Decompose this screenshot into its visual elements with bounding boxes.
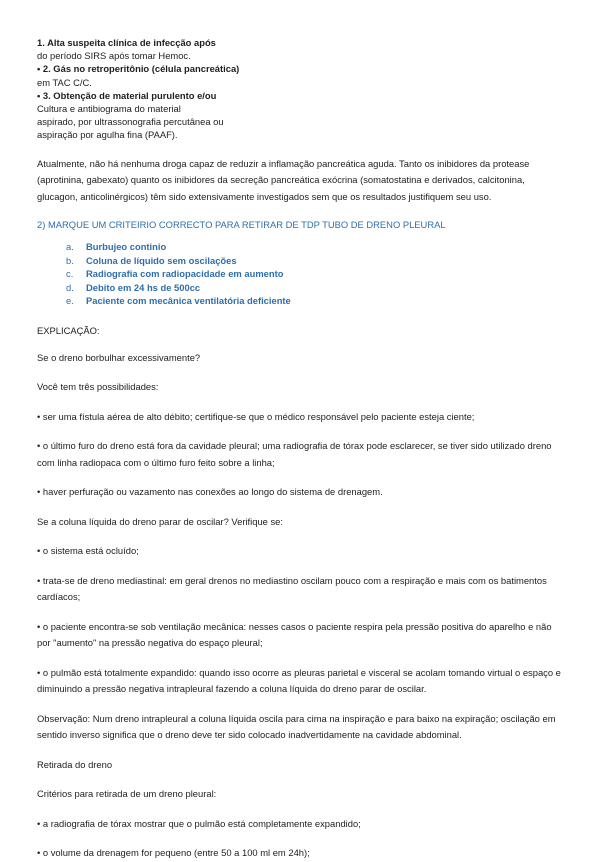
criterion-3-detail-1: Cultura e antibiograma do material [37,103,181,115]
criterion-2: • 2. Gás no retroperitônio (célula pancreática) [37,63,240,75]
criterion-3-detail-3: aspiração por agulha fina (PAAF). [37,129,178,141]
criterion-3-detail-2: aspirado, por ultrassonografia percutânea ou [37,116,224,128]
removal-criteria-heading: Critérios para retirada de um dreno pleural: [37,788,217,800]
explanation-heading: EXPLICAÇÃO: [37,324,100,336]
option-d[interactable] [66,281,567,295]
bullet-occluded: • o sistema está ocluído; [37,545,139,557]
option-text: Burbujeo continio [86,241,167,253]
option-text: Debito em 24 hs de 500cc [86,281,201,293]
criterion-2-detail: em TAC C/C. [37,76,92,88]
criterion-1: 1. Alta suspeita clínica de infecção após [37,37,216,48]
criterion-3: • 3. Obtenção de material purulento e/ou [37,89,217,101]
option-letter: d. [66,281,74,293]
option-text: Coluna de líquido sem oscilações [86,254,237,266]
item-three-possibilities: Você tem três possibilidades: [37,381,159,393]
bullet-fistula: • ser uma fístula aérea de alto débito; certifique-se que o médico responsável pelo paciente esteja ciente; [37,410,475,422]
answer-options [37,240,567,308]
bullet-xray: • a radiografia de tórax mostrar que o pulmão está completamente expandido; [37,817,361,829]
option-letter: e. [66,295,74,307]
bullet-leak: • haver perfuração ou vazamento nas conexões ao longo do sistema de drenagem. [37,486,383,498]
bullet-expanded-lung: • o pulmão está totalmente expandido: quando isso ocorre as pleuras parietal e visceral se acolam tomando virtual o espaço e diminuindo a pressão negativa intrapleural fazendo a coluna líquida do dreno parar de oscilar. [37,666,561,695]
option-letter: c. [66,268,74,280]
item-question-bubbling: Se o dreno borbulhar excessivamente? [37,351,201,363]
observation: Observação: Num dreno intrapleural a coluna líquida oscila para cima na inspiração e para baixo na expiração; oscilação em sentido inverso significa que o dreno deve ter sido colocado inadvertidamente na cavidade abdominal. [37,712,556,741]
option-a[interactable] [66,240,567,254]
item-question-oscillation: Se a coluna líquida do dreno parar de oscilar? Verifique se: [37,515,283,527]
option-text: Radiografia com radiopacidade em aumento [86,268,284,280]
criterion-1-detail: do período SIRS após tomar Hemoc. [37,50,191,62]
bullet-volume: • o volume da drenagem for pequeno (entre 50 a 100 ml em 24h); [37,847,310,859]
top-block [37,36,567,142]
option-c[interactable] [66,267,567,281]
document-page [37,36,567,862]
paragraph-drugs: Atualmente, não há nenhuma droga capaz de reduzir a inflamação pancreática aguda. Tanto os inibidores da protease (aprotinina, gabexato) quanto os inibidores da secreção pancreática exócrina (somatostatina e derivados, calcitonina, glucagon, anticolinérgicos) têm sido extensivamente investigados sem que os resultados justifiquem seu uso. [37,157,530,202]
bullet-last-hole: • o último furo do dreno está fora da cavidade pleural; uma radiografia de tórax pode esclarecer, se tiver sido utilizado dreno com linha radiopaca com o último furo feito sobre a linha; [37,440,552,468]
bullet-ventilation: • o paciente encontra-se sob ventilação mecânica: nesses casos o paciente respira pela pressão positiva do aparelho e não por "aumento" na pressão negativa do espaço pleural; [37,620,552,649]
question-heading: 2) MARQUE UM CRITEIRIO CORRECTO PARA RETIRAR DE TDP TUBO DE DRENO PLEURAL [37,219,446,231]
option-text: Paciente com mecânica ventilatória deficiente [86,295,291,307]
option-e[interactable] [66,294,567,308]
option-letter: a. [66,241,74,253]
option-letter: b. [66,254,74,266]
option-b[interactable] [66,254,567,268]
section-drain-removal: Retirada do dreno [37,758,113,770]
bullet-mediastinal: • trata-se de dreno mediastinal: em geral drenos no mediastino oscilam pouco com a respiração e mais com os batimentos cardíacos; [37,574,547,603]
